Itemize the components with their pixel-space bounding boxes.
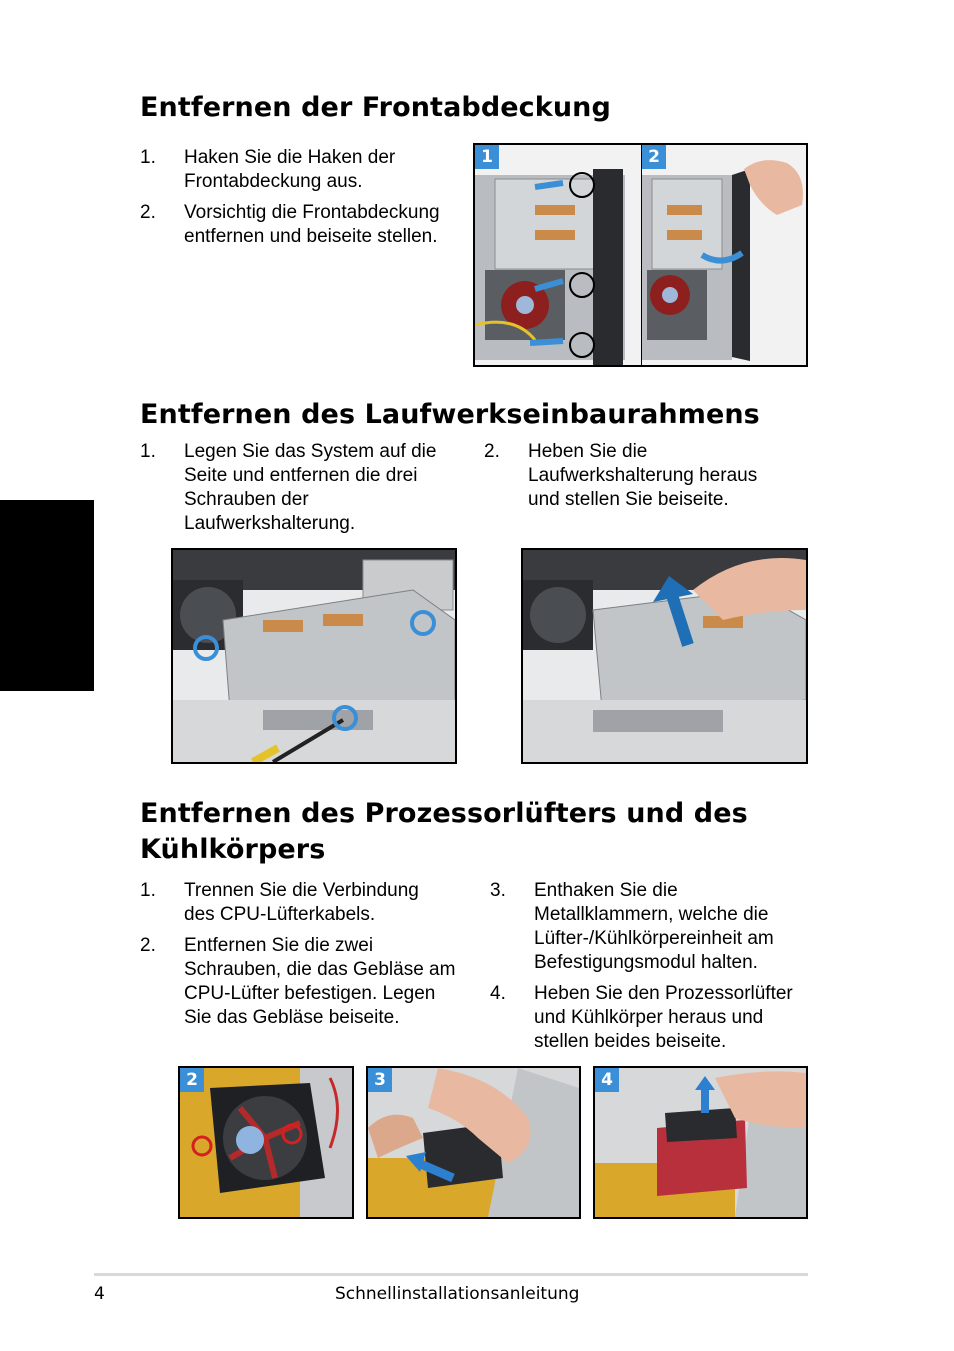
- figure-front-cover: [473, 143, 808, 367]
- section-title-cpu-fan: Entfernen des Prozessorlüfters und des Kühlkörpers: [140, 798, 748, 865]
- footer-divider: [94, 1273, 808, 1276]
- figure-front-cover-panel-1: [475, 145, 641, 365]
- section-title-drive-bay: Entfernen des Laufwerkseinbaurahmens: [140, 399, 760, 430]
- figure-badge: 3: [368, 1068, 392, 1092]
- figure-cpu-fan-step-3: [366, 1066, 581, 1219]
- side-tab-marker: [0, 500, 94, 691]
- figure-drive-bay-screws: [171, 548, 457, 764]
- figure-cpu-fan-step-2: [178, 1066, 354, 1219]
- figure-badge: 2: [642, 145, 666, 169]
- figure-drive-bay-lift: [521, 548, 808, 764]
- section-title-front-cover: Entfernen der Frontabdeckung: [140, 92, 611, 123]
- footer-title: Schnellinstallationsanleitung: [335, 1284, 580, 1304]
- figure-front-cover-panel-2: [642, 145, 806, 365]
- figure-badge: 2: [180, 1068, 204, 1092]
- page-number: 4: [94, 1284, 105, 1304]
- figure-badge: 1: [475, 145, 499, 169]
- figure-cpu-fan-step-4: [593, 1066, 808, 1219]
- figure-badge: 4: [595, 1068, 619, 1092]
